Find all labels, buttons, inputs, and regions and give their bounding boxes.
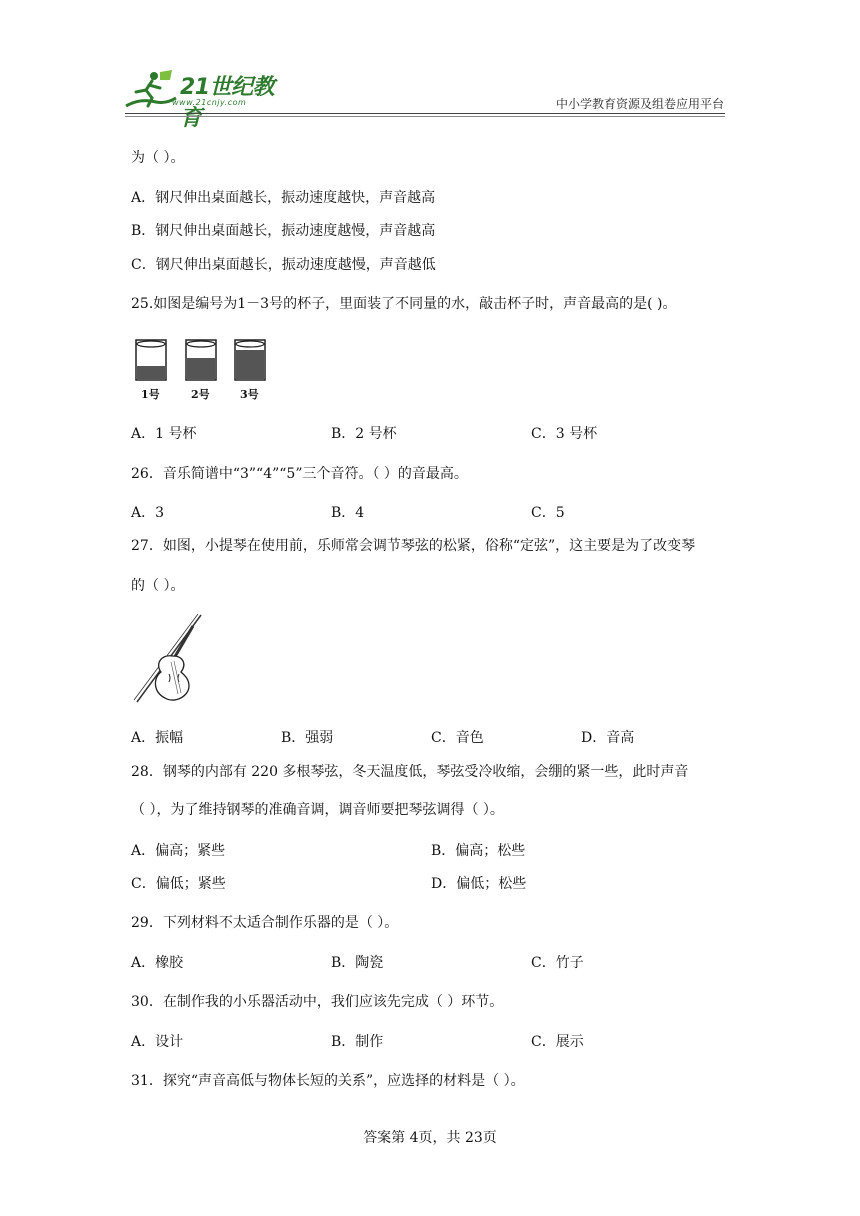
q28-option-a[interactable]: A．偏高；紧些 [131, 843, 226, 859]
platform-title: 中小学教育资源及组卷应用平台 [555, 97, 724, 111]
q27-option-d[interactable]: D．音高 [581, 730, 635, 746]
header-divider-thin [125, 116, 725, 117]
q28-option-c[interactable]: C．偏低；紧些 [131, 876, 226, 892]
q30-option-c[interactable]: C．展示 [531, 1034, 584, 1050]
q29-option-c[interactable]: C．竹子 [531, 955, 584, 971]
cup-label-1: 1号 [141, 388, 160, 401]
q29-option-b[interactable]: B．陶瓷 [331, 955, 384, 971]
q27-option-a[interactable]: A．振幅 [131, 730, 184, 746]
page-number: 答案第 4页，共 23页 [363, 1130, 497, 1146]
q24-stem-tail: 为（ ）。 [131, 150, 185, 166]
q25-option-c[interactable]: C．3 号杯 [531, 426, 598, 442]
q24-option-a[interactable]: A．钢尺伸出桌面越长，振动速度越快，声音越高 [131, 190, 436, 206]
cup-label-2: 2号 [191, 388, 210, 401]
q25-stem: 25.如图是编号为1－3号的杯子，里面装了不同量的水，敲击杯子时，声音最高的是( )。 [131, 296, 677, 312]
q28-option-b[interactable]: B．偏高；松些 [431, 843, 526, 859]
q27-option-c[interactable]: C．音色 [431, 730, 484, 746]
q31-stem: 31．探究“声音高低与物体长短的关系”，应选择的材料是（ ）。 [131, 1073, 525, 1089]
q26-option-b[interactable]: B．4 [331, 505, 365, 521]
q26-stem: 26．音乐简谱中“3”“4”“5”三个音符。（ ）的音最高。 [131, 466, 468, 482]
q29-option-a[interactable]: A．橡胶 [131, 955, 184, 971]
q30-option-b[interactable]: B．制作 [331, 1034, 384, 1050]
q27-stem-line1: 27．如图，小提琴在使用前，乐师常会调节琴弦的松紧，俗称“定弦”，这主要是为了改变琴 [131, 538, 696, 554]
logo-text: 21世纪教育 [180, 75, 275, 131]
q26-option-c[interactable]: C．5 [531, 505, 565, 521]
q27-option-b[interactable]: B．强弱 [281, 730, 334, 746]
q28-stem-line1: 28．钢琴的内部有 220 多根琴弦，冬天温度低，琴弦受冷收缩，会绷的紧一些，此时声音 [131, 764, 689, 780]
q24-option-b[interactable]: B．钢尺伸出桌面越长，振动速度越慢，声音越高 [131, 223, 436, 239]
q30-option-a[interactable]: A．设计 [131, 1034, 184, 1050]
cup-label-3: 3号 [240, 388, 259, 401]
violin-icon [131, 612, 211, 708]
q27-stem-line2: 的（ ）。 [131, 578, 185, 594]
q24-option-c[interactable]: C．钢尺伸出桌面越长，振动速度越慢，声音越低 [131, 257, 436, 273]
violin-figure [131, 612, 211, 708]
q25-option-b[interactable]: B．2 号杯 [331, 426, 397, 442]
q28-option-d[interactable]: D．偏低；松些 [431, 876, 527, 892]
q25-option-a[interactable]: A．1 号杯 [131, 426, 197, 442]
cups-figure [133, 338, 273, 404]
logo [122, 68, 292, 131]
q29-stem: 29．下列材料不太适合制作乐器的是（ ）。 [131, 915, 399, 931]
logo-url: www.21cnjy.com [172, 98, 247, 107]
q28-stem-line2: （ ），为了维持钢琴的准确音调，调音师要把琴弦调得（ ）。 [131, 802, 504, 818]
q30-stem: 30．在制作我的小乐器活动中，我们应该先完成（ ）环节。 [131, 994, 504, 1010]
q26-option-a[interactable]: A．3 [131, 505, 165, 521]
header-divider [125, 113, 725, 114]
